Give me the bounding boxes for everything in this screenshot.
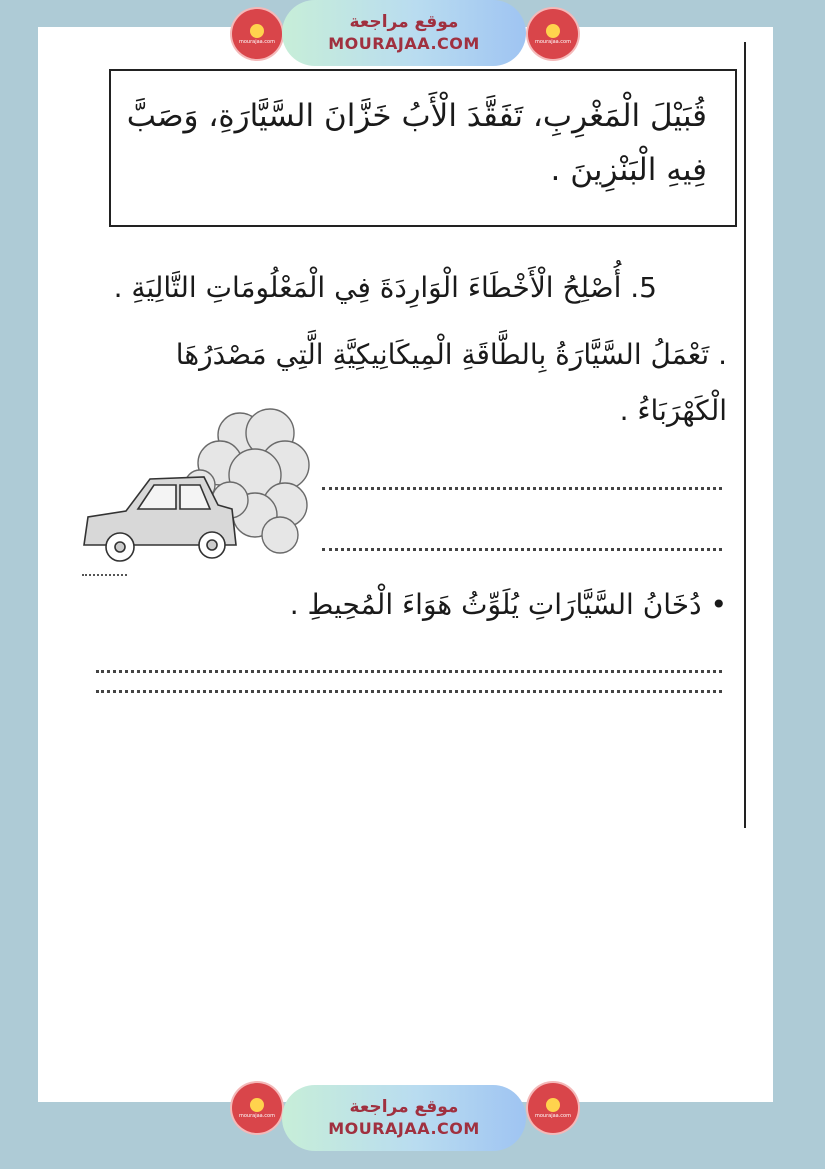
site-logo-left-bottom[interactable] (232, 1083, 282, 1133)
reading-text-box (109, 69, 737, 227)
site-banner-top[interactable] (282, 0, 526, 66)
site-logo-right-bottom[interactable] (528, 1083, 578, 1133)
site-name-english: MOURAJAA.COM (328, 1119, 480, 1138)
polluting-car-illustration (80, 405, 320, 585)
reading-text-line-2: فِيهِ الْبَنْزِينَ . (550, 152, 707, 188)
answer-line-1[interactable] (322, 487, 722, 490)
site-name-english: MOURAJAA.COM (328, 34, 480, 53)
site-name-arabic: موقع مراجعة (349, 12, 459, 32)
logo-icon (250, 1098, 264, 1112)
logo-caption: mourajaa.com (534, 1112, 571, 1119)
logo-caption: mourajaa.com (238, 1112, 275, 1119)
page-border-right (744, 42, 746, 828)
ground-line (82, 574, 127, 576)
logo-caption: mourajaa.com (534, 38, 571, 45)
reading-text-line-1: قُبَيْلَ الْمَغْرِبِ، تَفَقَّدَ الْأَبُ خَزَّانَ السَّيَّارَةِ، وَصَبَّ (126, 98, 707, 134)
exercise-title: 5. أُصْلِحُ الْأَخْطَاءَ الْوَارِدَةَ فِي الْمَعْلُومَاتِ التَّالِيَةِ . (113, 271, 657, 304)
statement-1-line-1: . تَعْمَلُ السَّيَّارَةُ بِالطَّاقَةِ الْمِيكَانِيكِيَّةِ الَّتِي مَصْدَرُهَا (175, 338, 727, 371)
answer-line-3[interactable] (96, 670, 722, 673)
statement-1-line-2: الْكَهْرَبَاءُ . (619, 394, 727, 427)
logo-icon (250, 24, 264, 38)
logo-caption: mourajaa.com (238, 38, 275, 45)
site-banner-bottom[interactable] (282, 1085, 526, 1151)
logo-icon (546, 1098, 560, 1112)
answer-line-2[interactable] (322, 548, 722, 551)
statement-2: • دُخَانُ السَّيَّارَاتِ يُلَوِّثُ هَوَاءَ الْمُحِيطِ . (289, 588, 727, 621)
site-name-arabic: موقع مراجعة (349, 1097, 459, 1117)
site-logo-right-top[interactable] (528, 9, 578, 59)
site-logo-left-top[interactable] (232, 9, 282, 59)
answer-line-4[interactable] (96, 690, 722, 693)
logo-icon (546, 24, 560, 38)
